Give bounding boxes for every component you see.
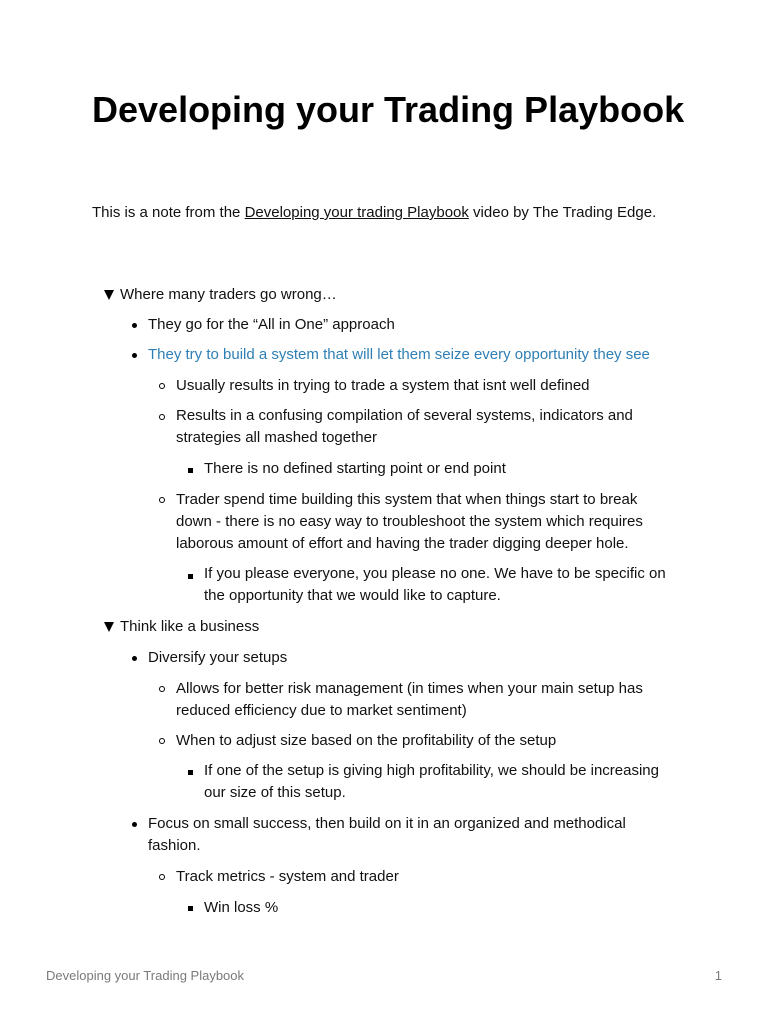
- toggle-icon[interactable]: [104, 290, 114, 300]
- page-title: Developing your Trading Playbook: [92, 89, 685, 130]
- list-item: Focus on small success, then build on it in an organized and methodical fashion.: [148, 815, 626, 854]
- bullet-circle-icon: [159, 874, 165, 880]
- list-item: Diversify your setups: [148, 649, 288, 666]
- page-number: 1: [714, 968, 722, 983]
- list-item: They go for the “All in One” approach: [148, 316, 395, 333]
- bullet-disc-icon: [132, 822, 137, 827]
- intro-text-before: This is a note from the: [92, 204, 245, 221]
- toggle-heading-think-business[interactable]: Think like a business: [120, 618, 260, 635]
- list-item: Win loss %: [204, 899, 279, 916]
- intro-paragraph: [92, 202, 682, 224]
- bullet-square-icon: [188, 770, 193, 775]
- list-item: If one of the setup is giving high profitability, we should be increasing our size of this setup.: [204, 762, 659, 801]
- bullet-disc-icon: [132, 323, 137, 328]
- bullet-square-icon: [188, 468, 193, 473]
- list-item: There is no defined starting point or end point: [204, 460, 506, 477]
- bullet-square-icon: [188, 906, 193, 911]
- bullet-square-icon: [188, 574, 193, 579]
- footer-doc-title: Developing your Trading Playbook: [46, 968, 245, 983]
- bullet-circle-icon: [159, 383, 165, 389]
- intro-text-after: video by The Trading Edge.: [468, 204, 657, 221]
- list-item-highlighted: They try to build a system that will let them seize every opportunity they see: [148, 346, 650, 363]
- list-item: Allows for better risk management (in times when your main setup has reduced efficiency due to market sentiment): [176, 680, 643, 719]
- toggle-icon[interactable]: [104, 622, 114, 632]
- list-item: When to adjust size based on the profitability of the setup: [176, 732, 557, 749]
- list-item: If you please everyone, you please no one. We have to be specific on the opportunity that we would like to capture.: [204, 565, 666, 604]
- bullet-circle-icon: [159, 414, 165, 420]
- video-link[interactable]: Developing your trading Playbook: [244, 204, 469, 221]
- bullet-disc-icon: [132, 353, 137, 358]
- toggle-heading-traders-wrong[interactable]: Where many traders go wrong…: [120, 286, 337, 303]
- list-item: Results in a confusing compilation of several systems, indicators and strategies all mashed together: [176, 407, 633, 446]
- bullet-circle-icon: [159, 686, 165, 692]
- list-item: Trader spend time building this system that when things start to break down - there is no easy way to troubleshoot the system which requires laborous amount of effort and having the trader digging deeper hole.: [176, 491, 643, 552]
- list-item: Usually results in trying to trade a system that isnt well defined: [176, 377, 590, 394]
- list-item: Track metrics - system and trader: [176, 868, 399, 885]
- bullet-circle-icon: [159, 497, 165, 503]
- bullet-disc-icon: [132, 656, 137, 661]
- bullet-circle-icon: [159, 738, 165, 744]
